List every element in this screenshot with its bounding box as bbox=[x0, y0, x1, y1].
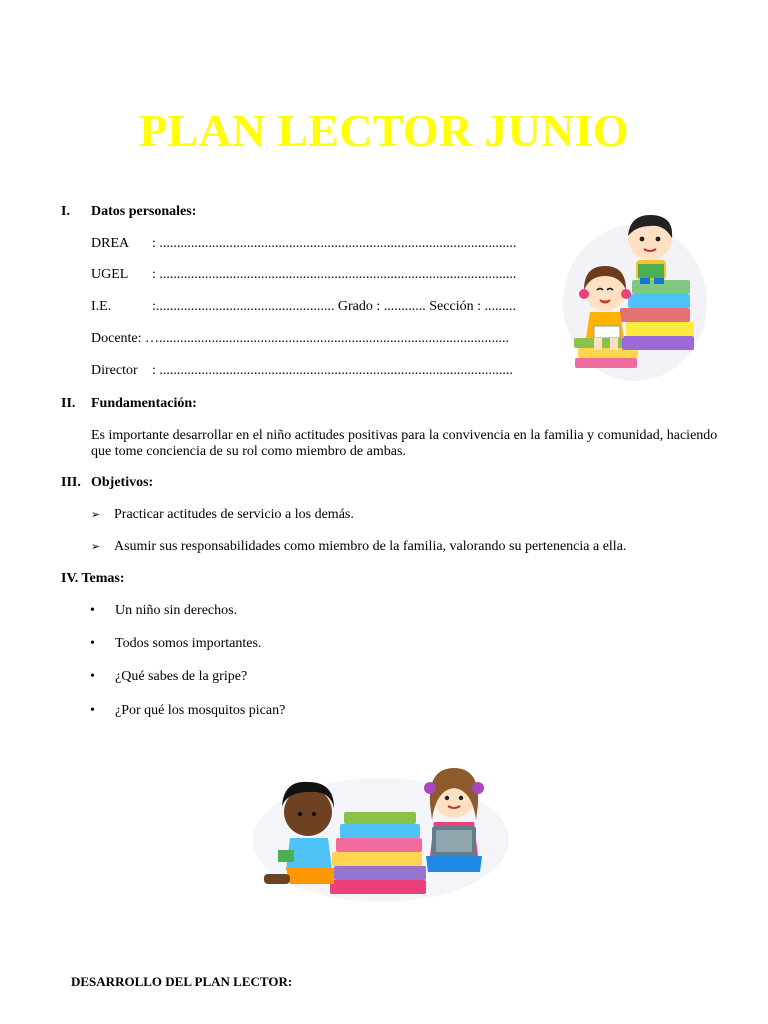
field-docente bbox=[91, 331, 509, 347]
tema-item: ¿Qué sabes de la gripe? bbox=[115, 669, 248, 684]
section-number: III. bbox=[61, 475, 81, 490]
dot-bullet-icon: • bbox=[90, 636, 95, 651]
section-number: I. bbox=[61, 204, 70, 219]
field-drea bbox=[91, 236, 516, 252]
field-label: I.E. bbox=[91, 299, 112, 314]
field-director bbox=[91, 363, 513, 379]
section-temas-heading: IV. Temas: bbox=[61, 571, 125, 586]
field-line: : ...................................................................................................... bbox=[152, 267, 517, 282]
kids-reading-books-illustration bbox=[560, 208, 710, 383]
field-ugel bbox=[91, 267, 516, 283]
kids-tablet-illustration bbox=[250, 760, 512, 905]
tema-item: Un niño sin derechos. bbox=[115, 603, 238, 618]
fundamentacion-text: Es importante desarrollar en el niño actitudes positivas para la convivencia en la familia y comunidad, haciendo que tome conciencia de su rol como miembro de ambas. bbox=[91, 428, 718, 459]
tema-item: Todos somos importantes. bbox=[115, 636, 262, 651]
plan-development-heading: DESARROLLO DEL PLAN LECTOR: bbox=[71, 974, 293, 989]
arrow-bullet-icon: ➢ bbox=[91, 541, 101, 553]
dot-bullet-icon: • bbox=[90, 703, 95, 718]
tema-item: ¿Por qué los mosquitos pican? bbox=[115, 703, 286, 718]
section-objetivos-heading bbox=[61, 475, 153, 491]
section-number: II. bbox=[61, 396, 76, 411]
field-label: DREA bbox=[91, 236, 130, 251]
field-label: UGEL bbox=[91, 267, 129, 282]
dot-bullet-icon: • bbox=[90, 669, 95, 684]
page-title: PLAN LECTOR JUNIO bbox=[139, 105, 629, 156]
field-line: ….................................................................................................... bbox=[145, 331, 510, 346]
section-fundamentacion-heading bbox=[61, 396, 197, 412]
field-line: : ..................................................................................................... bbox=[152, 363, 513, 378]
objetivo-item: Asumir sus responsabilidades como miembro de la familia, valorando su pertenencia a ella. bbox=[114, 539, 627, 554]
section-title: Objetivos: bbox=[91, 475, 154, 490]
section-title: Datos personales: bbox=[91, 204, 197, 219]
section-title: Fundamentación: bbox=[91, 396, 197, 411]
field-label: Director bbox=[91, 363, 138, 378]
dot-bullet-icon: • bbox=[90, 603, 95, 618]
field-ie bbox=[91, 299, 516, 315]
objetivo-item: Practicar actitudes de servicio a los demás. bbox=[114, 507, 354, 522]
field-label: Docente: bbox=[91, 331, 142, 346]
section-datos-heading bbox=[61, 204, 196, 220]
field-line: : ...................................................................................................... bbox=[152, 236, 517, 251]
field-line: :................................................... Grado : ............ Sección : ......... bbox=[152, 299, 516, 314]
arrow-bullet-icon: ➢ bbox=[91, 509, 101, 521]
